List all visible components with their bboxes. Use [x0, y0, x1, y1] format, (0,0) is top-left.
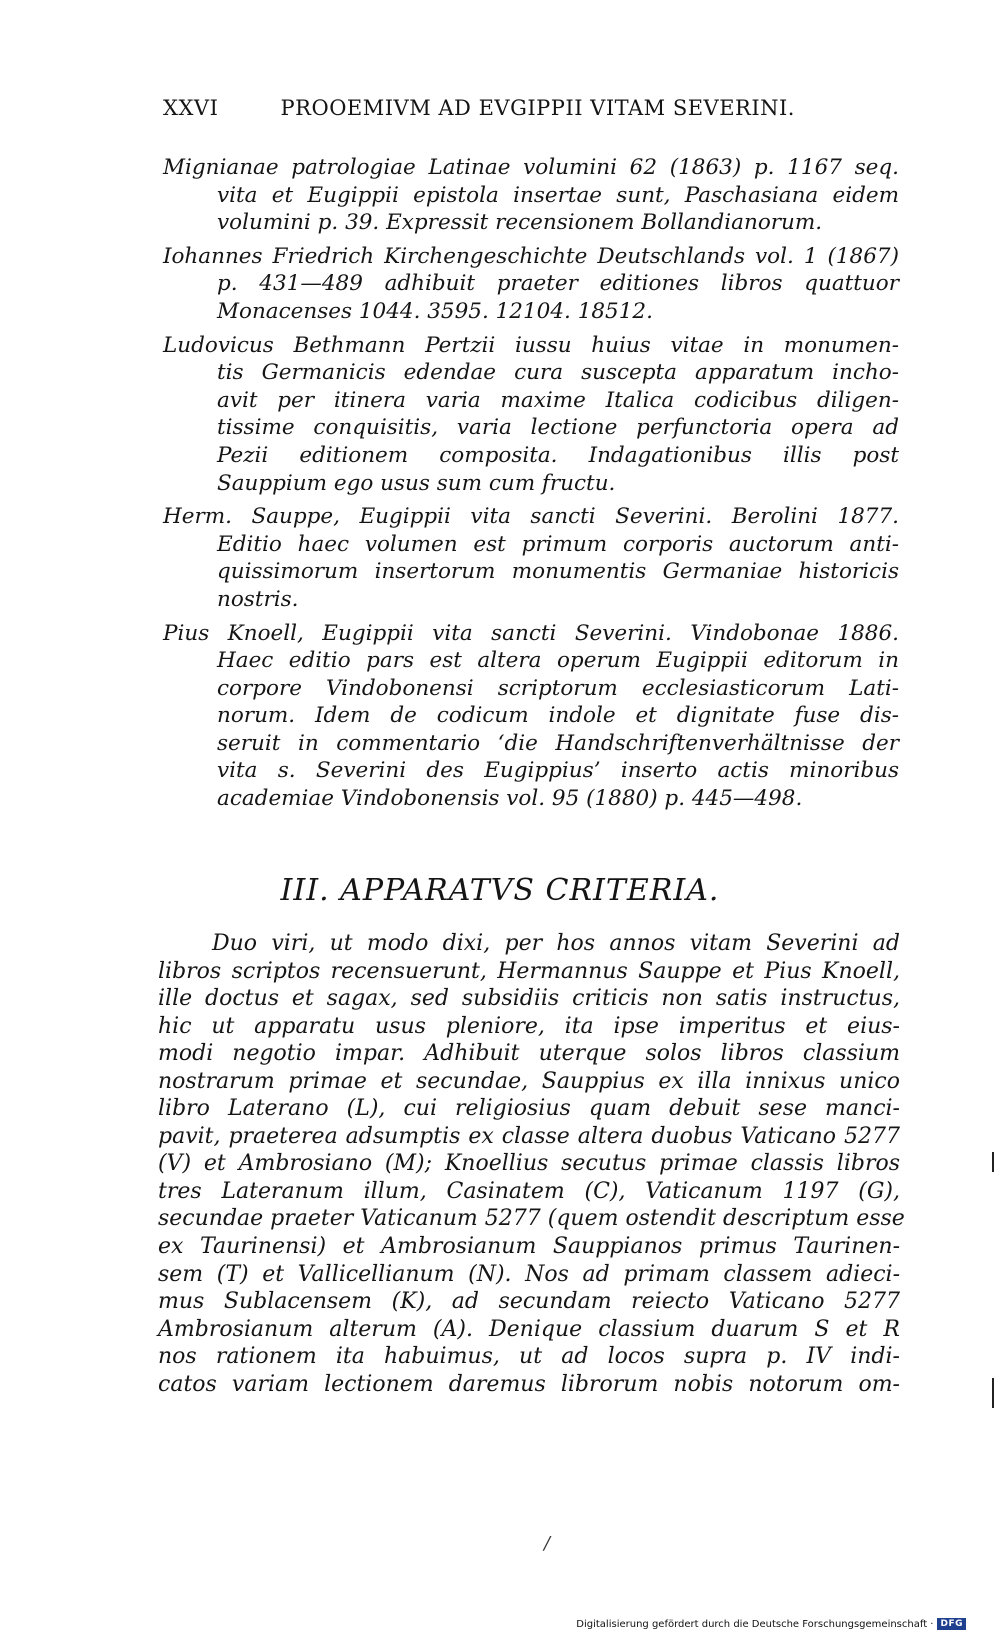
entry-line: vita et Eugippii epistola insertae sunt, Paschasiana eidem [217, 182, 899, 208]
paragraph-line: pavit, praeterea adsumptis ex classe altera duobus Vaticano 5277 [158, 1123, 900, 1149]
digitization-credit [576, 1618, 966, 1630]
running-title: PROOEMIVM AD EVGIPPII VITAM SEVERINI. [280, 96, 795, 120]
bibliography-list [163, 154, 899, 813]
paragraph-line: tres Lateranum illum, Casinatem (C), Vaticanum 1197 (G), [158, 1178, 900, 1204]
bibliography-entry [163, 243, 899, 326]
paragraph-line: modi negotio impar. Adhibuit uterque solos libros classium [158, 1041, 900, 1067]
dfg-logo: DFG [937, 1618, 966, 1630]
entry-line: Editio haec volumen est primum corporis auctorum anti- [217, 531, 899, 557]
page-number: XXVI [163, 96, 219, 120]
paragraph-line: ex Taurinensi) et Ambrosianum Sauppianos primus Taurinen- [158, 1234, 900, 1260]
entry-line: academiae Vindobonensis vol. 95 (1880) p. 445—498. [217, 786, 803, 812]
entry-line: Pius Knoell, Eugippii vita sancti Severini. Vindobonae 1886. [163, 620, 899, 646]
entry-line: quissimorum insertorum monumentis Germaniae historicis [217, 559, 899, 585]
bibliography-entry [163, 332, 899, 498]
paragraph-line: secundae praeter Vaticanum 5277 (quem ostendit descriptum esse [158, 1206, 905, 1232]
entry-line: tissime conquisitis, varia lectione perfunctoria opera ad [217, 415, 899, 441]
edge-mark [992, 1152, 994, 1172]
paragraph-line: mus Sublacensem (K), ad secundam reiecto Vaticano 5277 [158, 1289, 900, 1315]
entry-line: norum. Idem de codicum indole et dignitate fuse dis- [217, 703, 899, 729]
paragraph-line: nos rationem ita habuimus, ut ad locos supra p. IV indi- [158, 1344, 900, 1370]
paragraph-line: ille doctus et sagax, sed subsidiis criticis non satis instructus, [158, 986, 900, 1012]
entry-line: Pezii editionem composita. Indagationibus illis post [217, 442, 899, 468]
entry-line: p. 431—489 adhibuit praeter editiones libros quattuor [217, 271, 899, 297]
entry-line: Iohannes Friedrich Kirchengeschichte Deutschlands vol. 1 (1867) [163, 243, 899, 269]
entry-line: Haec editio pars est altera operum Eugippii editorum in [217, 648, 899, 674]
bibliography-entry [163, 620, 899, 813]
bibliography-entry [163, 503, 899, 613]
paragraph-line: (V) et Ambrosiano (M); Knoellius secutus primae classis libros [158, 1151, 900, 1177]
bibliography-entry [163, 154, 899, 237]
paragraph-line: catos variam lectionem daremus librorum nobis notorum om- [158, 1371, 900, 1397]
stray-mark: / [544, 1533, 551, 1554]
paragraph-line: Ambrosianum alterum (A). Denique classium duarum S et R [158, 1316, 900, 1342]
paragraph-line: hic ut apparatu usus pleniore, ita ipse imperitus et eius- [158, 1013, 900, 1039]
edge-mark [992, 1378, 994, 1408]
running-header [163, 96, 795, 120]
entry-line: Sauppium ego usus sum cum fructu. [217, 470, 616, 496]
entry-line: corpore Vindobonensi scriptorum ecclesiasticorum Lati- [217, 675, 899, 701]
paragraph-line: nostrarum primae et secundae, Sauppius ex illa innixus unico [158, 1068, 900, 1094]
paragraph-line: Duo viri, ut modo dixi, per hos annos vitam Severini ad [212, 931, 900, 956]
entry-line: nostris. [217, 586, 299, 612]
entry-line: Ludovicus Bethmann Pertzii iussu huius vitae in monumen- [163, 332, 899, 358]
section-paragraph [158, 930, 905, 1398]
entry-line: volumini p. 39. Expressit recensionem Bollandianorum. [217, 210, 823, 236]
entry-line: avit per itinera varia maxime Italica codicibus diligen- [217, 387, 899, 413]
entry-line: Mignianae patrologiae Latinae volumini 62 (1863) p. 1167 seq. [163, 155, 899, 180]
entry-line: vita s. Severini des Eugippius’ inserto actis minoribus [217, 758, 899, 784]
paragraph-line: libro Laterano (L), cui religiosius quam debuit sese manci- [158, 1096, 900, 1122]
paragraph-line: libros scriptos recensuerunt, Hermannus Sauppe et Pius Knoell, [158, 958, 900, 984]
entry-line: tis Germanicis edendae cura suscepta apparatum incho- [217, 360, 899, 386]
section-heading: III. APPARATVS CRITERIA. [280, 873, 720, 908]
entry-line: Herm. Sauppe, Eugippii vita sancti Severini. Berolini 1877. [163, 504, 899, 530]
entry-line: Monacenses 1044. 3595. 12104. 18512. [217, 298, 653, 324]
credit-text: Digitalisierung gefördert durch die Deutsche Forschungsgemeinschaft · [576, 1618, 934, 1630]
entry-line: seruit in commentario ‘die Handschriftenverhältnisse der [217, 730, 899, 756]
paragraph-line: sem (T) et Vallicellianum (N). Nos ad primam classem adieci- [158, 1261, 900, 1287]
